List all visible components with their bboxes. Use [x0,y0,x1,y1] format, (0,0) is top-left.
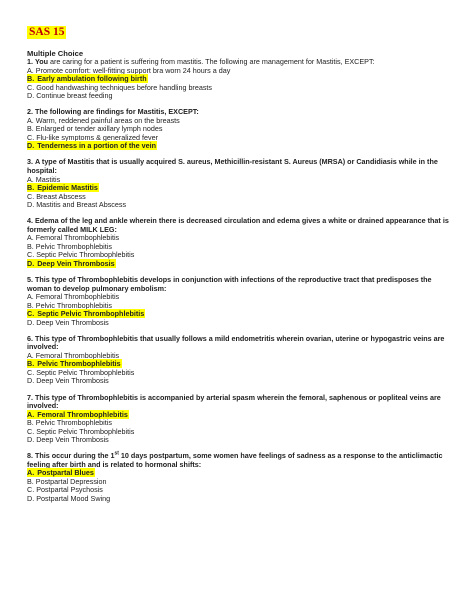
question-stem-bold: This type of Thrombophlebitis develops in conjunction with infections of the reproductive tract that predisposes the woman to develop pulmonary embolism: [27,274,432,293]
question-2 [27,108,454,151]
answer-option [27,92,454,101]
option-text: Femoral Thrombophlebitis [35,292,120,302]
option-letter: B. [27,241,34,251]
option-letter: D. [27,317,35,327]
question-4 [27,217,454,268]
option-letter: C. [27,191,35,201]
question-stem [27,217,454,234]
document-title: SAS 15 [29,26,65,38]
option-letter: B. [27,359,35,369]
question-7 [27,394,454,445]
option-text: Warm, reddened painful areas on the breasts [35,115,180,125]
option-letter: B. [27,300,34,310]
question-number: 2. [27,107,33,117]
option-text: Postpartal Depression [35,476,107,486]
option-letter: A. [27,292,34,302]
option-text: Early ambulation following birth [37,74,147,84]
option-text: Septic Pelvic Thrombophlebitis [36,250,135,260]
question-stem-bold-cont: 10 days postpartum, some women have feelings of sadness as a response to the anticlimactic feeling after birth and is related to hormonal shifts: [27,451,443,469]
option-letter: A. [27,174,34,184]
option-letter: C. [27,82,35,92]
option-letter: D. [27,493,35,503]
option-letter: C. [27,485,35,495]
question-number: 1. [27,57,33,66]
option-letter: A. [27,409,35,419]
option-letter: B. [27,183,35,193]
question-stem [27,452,454,469]
answer-option [27,495,454,504]
option-text: Deep Vein Thrombosis [36,435,109,445]
option-text: Good handwashing techniques before handling breasts [36,82,213,92]
option-letter: A. [27,233,34,243]
option-letter: D. [27,141,35,151]
answer-option [27,319,454,328]
question-list [27,58,454,503]
option-text: Pelvic Thrombophlebitis [35,418,112,428]
option-letter: D. [27,200,35,210]
question-stem [27,394,454,411]
question-stem [27,335,454,352]
answer-option-correct [27,184,454,193]
option-text: Mastitis [35,174,61,184]
question-number: 8. [27,451,33,461]
question-number: 4. [27,216,33,226]
answer-option [27,436,454,445]
option-text: Femoral Thrombophlebitis [35,233,120,243]
option-letter: D. [27,376,35,386]
question-stem [27,158,454,175]
option-letter: B. [27,74,35,84]
option-text: Femoral Thrombophlebitis [37,409,128,419]
question-stem-bold: This type of Thrombophlebitis that usually follows a mild endometritis wherein ovarian, uterine or hypogastric veins are involved: [27,333,445,352]
option-text: Breast Abscess [36,191,86,201]
answer-option [27,377,454,386]
option-text: Flu-like symptoms & generalized fever [36,132,159,142]
option-text: Mastitis and Breast Abscess [36,200,127,210]
section-heading: Multiple Choice [27,49,84,58]
option-letter: D. [27,258,35,268]
question-number: 5. [27,274,33,284]
option-text: Enlarged or tender axillary lymph nodes [35,124,163,134]
option-text: Deep Vein Thrombosis [37,258,115,268]
question-stem-text: are caring for a patient is suffering from mastitis. The following are management for Mastitis, EXCEPT: [48,57,375,66]
option-letter: A. [27,350,34,360]
option-letter: D. [27,435,35,445]
question-stem-bold: A type of Mastitis that is usually acquired S. aureus, Methicillin-resistant S. Aureus (MRSA) or Candidiasis while in the hospital: [27,157,438,175]
question-number: 6. [27,333,33,343]
option-text: Septic Pelvic Thrombophlebitis [37,309,145,319]
option-letter: A. [27,65,34,75]
option-text: Postpartal Blues [37,468,94,478]
option-text: Postpartal Psychosis [36,485,103,495]
option-text: Septic Pelvic Thrombophlebitis [36,426,135,436]
option-letter: C. [27,132,35,142]
question-1 [27,58,454,101]
answer-option [27,201,454,210]
question-8 [27,452,454,503]
option-text: Continue breast feeding [36,91,113,101]
question-stem [27,276,454,293]
option-letter: C. [27,309,35,319]
option-letter: B. [27,476,34,486]
question-number: 7. [27,392,33,402]
option-letter: C. [27,250,35,260]
option-letter: C. [27,367,35,377]
option-letter: A. [27,468,35,478]
question-stem-bold: This occur during the 1 [35,451,115,461]
option-text: Pelvic Thrombophlebitis [37,359,121,369]
answer-option-correct [27,260,454,269]
question-number: 3. [27,157,33,167]
option-text: Tenderness in a portion of the vein [37,141,157,151]
question-3 [27,158,454,209]
question-stem-bold: You [35,57,49,66]
question-stem-bold: Edema of the leg and ankle wherein there is decreased circulation and edema gives a white or drained appearance that is formerly called MILK LEG: [27,216,449,234]
question-6 [27,335,454,386]
option-text: Septic Pelvic Thrombophlebitis [36,367,135,377]
option-text: Epidemic Mastitis [37,183,98,193]
option-text: Deep Vein Thrombosis [36,376,109,386]
ordinal-suffix: st [114,450,119,457]
option-text: Pelvic Thrombophlebitis [35,300,112,310]
option-letter: D. [27,91,35,101]
question-stem-bold: The following are findings for Mastitis, EXCEPT: [35,107,199,117]
option-text: Postpartal Mood Swing [36,493,111,503]
question-5 [27,276,454,327]
option-letter: B. [27,124,34,134]
option-letter: A. [27,115,34,125]
option-text: Pelvic Thrombophlebitis [35,241,112,251]
option-letter: C. [27,426,35,436]
question-stem-bold: This type of Thrombophlebitis is accompanied by arterial spasm wherein the femoral, saphenous or popliteal veins are involved: [27,392,441,411]
option-text: Deep Vein Thrombosis [36,317,109,327]
option-text: Femoral Thrombophlebitis [35,350,120,360]
answer-option-correct [27,142,454,151]
option-letter: B. [27,418,34,428]
option-text: Promote comfort: well-fitting support bra worn 24 hours a day [35,65,231,75]
